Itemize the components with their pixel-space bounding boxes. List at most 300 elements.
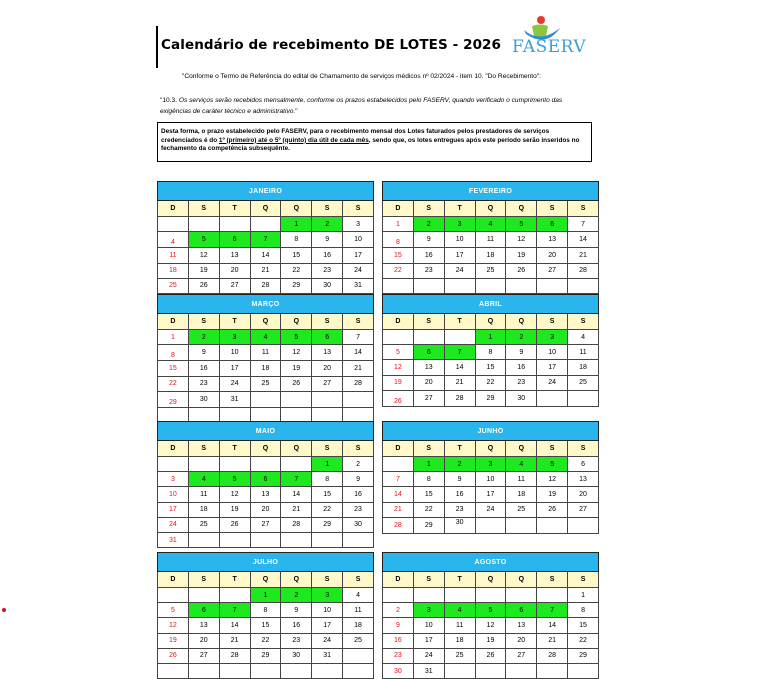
month-name: JUNHO [383, 422, 599, 441]
month-calendar [157, 294, 374, 423]
day-cell: 27 [219, 278, 250, 293]
day-cell: 23 [383, 648, 414, 663]
weekday-label: Q [281, 441, 312, 457]
empty-cell [250, 532, 281, 547]
day-cell: 13 [312, 345, 343, 361]
day-cell: 20 [219, 263, 250, 278]
empty-cell [383, 330, 414, 345]
notice-text-2: , sendo que, os lotes entregues após este período serão inseridos no fechamento da competência subsequênte. [161, 136, 580, 153]
weekday-label: Q [281, 572, 312, 588]
day-cell: 11 [475, 232, 506, 248]
day-cell: 12 [383, 360, 414, 375]
deadline-notice-box [157, 122, 592, 162]
day-cell: 20 [537, 248, 568, 263]
day-cell: 17 [219, 361, 250, 376]
notice-text-1: Desta forma, o prazo estabelecido pelo FASERV, para o recebimento mensal dos Lotes faturados pelos prestadores de serviços credenciados é do [161, 128, 550, 144]
day-cell: 23 [413, 263, 444, 278]
quote-suffix: " [295, 108, 298, 115]
weekday-label: Q [506, 201, 537, 217]
day-cell: 21 [281, 502, 312, 517]
day-cell: 17 [413, 633, 444, 648]
day-cell: 13 [506, 618, 537, 633]
page-title: Calendário de recebimento DE LOTES - 2026 [161, 37, 502, 53]
day-cell: 6 [188, 603, 219, 618]
day-cell: 10 [219, 345, 250, 361]
day-cell: 28 [537, 648, 568, 663]
weekday-label: Q [475, 314, 506, 330]
day-cell: 9 [444, 472, 475, 487]
day-cell: 5 [281, 330, 312, 345]
empty-cell [188, 217, 219, 232]
day-cell: 1 [568, 588, 599, 603]
day-cell: 7 [537, 603, 568, 618]
day-cell: 27 [413, 390, 444, 406]
day-cell: 2 [188, 330, 219, 345]
day-cell: 8 [383, 232, 414, 248]
day-cell: 1 [413, 457, 444, 472]
weekday-label: S [343, 314, 374, 330]
day-cell: 17 [444, 248, 475, 263]
day-cell: 16 [383, 633, 414, 648]
weekday-label: Q [506, 314, 537, 330]
day-cell: 9 [343, 472, 374, 487]
day-cell: 16 [506, 360, 537, 375]
day-cell: 24 [444, 263, 475, 278]
weekday-label: S [413, 572, 444, 588]
day-cell: 5 [158, 603, 189, 618]
weekday-label: Q [506, 572, 537, 588]
day-cell: 22 [281, 263, 312, 278]
day-cell: 19 [219, 502, 250, 517]
day-cell: 16 [188, 361, 219, 376]
day-cell: 26 [475, 648, 506, 663]
day-cell: 16 [413, 248, 444, 263]
day-cell: 19 [537, 487, 568, 502]
weekday-label: Q [475, 441, 506, 457]
day-cell: 8 [475, 345, 506, 360]
day-cell: 27 [312, 376, 343, 391]
weekday-label: D [383, 201, 414, 217]
weekday-label: S [188, 314, 219, 330]
empty-cell [281, 391, 312, 407]
weekday-label: S [568, 201, 599, 217]
day-cell: 18 [568, 360, 599, 375]
day-cell: 1 [158, 330, 189, 345]
day-cell: 6 [537, 217, 568, 232]
day-cell: 22 [312, 502, 343, 517]
empty-cell [158, 588, 189, 603]
day-cell: 15 [312, 487, 343, 502]
day-cell: 12 [506, 232, 537, 248]
empty-cell [343, 532, 374, 547]
day-cell: 22 [568, 633, 599, 648]
day-cell: 20 [506, 633, 537, 648]
weekday-label: D [383, 314, 414, 330]
day-cell: 29 [158, 391, 189, 407]
weekday-label: S [568, 441, 599, 457]
month-name: ABRIL [383, 295, 599, 314]
empty-cell [250, 457, 281, 472]
empty-cell [219, 457, 250, 472]
day-cell: 20 [413, 375, 444, 390]
month-name: AGOSTO [383, 553, 599, 572]
month-calendar [382, 294, 599, 407]
empty-cell [506, 588, 537, 603]
quote-text: Os serviços serão recebidos mensalmente, conforme os prazos estabelecidos pelo FASERV, quando verificado o cumprimento das exigências de caráter técnico e administrativo. [160, 97, 563, 115]
empty-cell [188, 532, 219, 547]
weekday-label: Q [475, 201, 506, 217]
day-cell: 26 [537, 502, 568, 517]
day-cell: 13 [219, 248, 250, 263]
day-cell: 19 [281, 361, 312, 376]
day-cell: 29 [250, 648, 281, 663]
day-cell: 20 [188, 633, 219, 648]
day-cell: 11 [568, 345, 599, 360]
weekday-label: T [219, 201, 250, 217]
notice-deadline-underlined: 1º (primeiro) até o 5º (quinto) dia útil de cada mês [218, 136, 369, 144]
day-cell: 21 [250, 263, 281, 278]
day-cell: 2 [506, 330, 537, 345]
month-calendar [382, 421, 599, 534]
day-cell: 19 [383, 375, 414, 390]
day-cell: 3 [413, 603, 444, 618]
day-cell: 21 [444, 375, 475, 390]
empty-cell [537, 517, 568, 533]
day-cell: 26 [219, 517, 250, 532]
page-marker-dot [2, 608, 6, 612]
day-cell: 15 [158, 361, 189, 376]
day-cell: 25 [250, 376, 281, 391]
day-cell: 4 [188, 472, 219, 487]
day-cell: 20 [568, 487, 599, 502]
month-calendar [382, 181, 599, 294]
day-cell: 17 [475, 487, 506, 502]
day-cell: 29 [475, 390, 506, 406]
day-cell: 18 [250, 361, 281, 376]
day-cell: 23 [281, 633, 312, 648]
day-cell: 11 [343, 603, 374, 618]
month-calendar [382, 552, 599, 679]
day-cell: 30 [188, 391, 219, 407]
weekday-label: Q [250, 441, 281, 457]
day-cell: 11 [506, 472, 537, 487]
day-cell: 29 [413, 517, 444, 533]
day-cell: 4 [475, 217, 506, 232]
empty-cell [312, 391, 343, 407]
day-cell: 11 [158, 248, 189, 263]
day-cell: 13 [537, 232, 568, 248]
day-cell: 26 [281, 376, 312, 391]
day-cell: 9 [312, 232, 343, 248]
day-cell: 22 [158, 376, 189, 391]
weekday-label: Q [250, 572, 281, 588]
day-cell: 15 [383, 248, 414, 263]
month-calendar [157, 421, 374, 548]
day-cell: 28 [568, 263, 599, 278]
month-name: FEVEREIRO [383, 182, 599, 201]
empty-cell [537, 390, 568, 406]
day-cell: 27 [506, 648, 537, 663]
day-cell: 9 [188, 345, 219, 361]
weekday-label: S [312, 441, 343, 457]
weekday-label: Q [475, 572, 506, 588]
empty-cell [158, 217, 189, 232]
weekday-label: D [158, 201, 189, 217]
day-cell: 9 [281, 603, 312, 618]
empty-cell [312, 663, 343, 678]
weekday-label: T [219, 441, 250, 457]
day-cell: 21 [343, 361, 374, 376]
day-cell: 25 [343, 633, 374, 648]
day-cell: 24 [158, 517, 189, 532]
day-cell: 14 [444, 360, 475, 375]
day-cell: 29 [281, 278, 312, 293]
weekday-label: S [568, 314, 599, 330]
day-cell: 12 [188, 248, 219, 263]
day-cell: 15 [250, 618, 281, 633]
weekday-label: Q [250, 314, 281, 330]
day-cell: 5 [475, 603, 506, 618]
day-cell: 23 [188, 376, 219, 391]
day-cell: 4 [568, 330, 599, 345]
month-name: MAIO [158, 422, 374, 441]
weekday-label: S [568, 572, 599, 588]
weekday-label: T [444, 201, 475, 217]
day-cell: 24 [343, 263, 374, 278]
weekday-label: S [413, 314, 444, 330]
empty-cell [281, 663, 312, 678]
day-cell: 6 [413, 345, 444, 360]
day-cell: 25 [475, 263, 506, 278]
weekday-label: T [444, 314, 475, 330]
day-cell: 12 [537, 472, 568, 487]
day-cell: 23 [343, 502, 374, 517]
day-cell: 21 [568, 248, 599, 263]
day-cell: 8 [250, 603, 281, 618]
month-name: JULHO [158, 553, 374, 572]
empty-cell [475, 278, 506, 293]
weekday-label: S [537, 314, 568, 330]
weekday-label: D [383, 572, 414, 588]
weekday-label: S [312, 201, 343, 217]
day-cell: 17 [312, 618, 343, 633]
day-cell: 18 [475, 248, 506, 263]
day-cell: 5 [188, 232, 219, 248]
empty-cell [444, 330, 475, 345]
empty-cell [219, 217, 250, 232]
day-cell: 3 [158, 472, 189, 487]
day-cell: 3 [219, 330, 250, 345]
empty-cell [188, 457, 219, 472]
day-cell: 6 [506, 603, 537, 618]
weekday-label: D [158, 572, 189, 588]
weekday-label: S [537, 441, 568, 457]
empty-cell [219, 588, 250, 603]
day-cell: 19 [158, 633, 189, 648]
empty-cell [219, 663, 250, 678]
day-cell: 25 [188, 517, 219, 532]
day-cell: 28 [444, 390, 475, 406]
day-cell: 8 [158, 345, 189, 361]
day-cell: 7 [343, 330, 374, 345]
day-cell: 14 [219, 618, 250, 633]
day-cell: 30 [383, 663, 414, 678]
day-cell: 14 [537, 618, 568, 633]
day-cell: 10 [475, 472, 506, 487]
day-cell: 5 [219, 472, 250, 487]
weekday-label: T [219, 572, 250, 588]
weekday-label: S [188, 572, 219, 588]
day-cell: 18 [444, 633, 475, 648]
empty-cell [444, 588, 475, 603]
weekday-label: S [537, 201, 568, 217]
day-cell: 13 [413, 360, 444, 375]
day-cell: 21 [219, 633, 250, 648]
weekday-label: Q [250, 201, 281, 217]
weekday-label: S [343, 201, 374, 217]
day-cell: 15 [413, 487, 444, 502]
day-cell: 31 [312, 648, 343, 663]
empty-cell [475, 588, 506, 603]
day-cell: 28 [343, 376, 374, 391]
day-cell: 3 [343, 217, 374, 232]
day-cell: 7 [250, 232, 281, 248]
day-cell: 14 [568, 232, 599, 248]
day-cell: 24 [413, 648, 444, 663]
weekday-label: D [383, 441, 414, 457]
day-cell: 20 [312, 361, 343, 376]
day-cell: 24 [219, 376, 250, 391]
day-cell: 25 [568, 375, 599, 390]
logo-text: FASERV [512, 37, 587, 57]
day-cell: 4 [158, 232, 189, 248]
day-cell: 15 [475, 360, 506, 375]
day-cell: 22 [475, 375, 506, 390]
day-cell: 10 [343, 232, 374, 248]
day-cell: 13 [568, 472, 599, 487]
day-cell: 23 [444, 502, 475, 517]
day-cell: 28 [250, 278, 281, 293]
empty-cell [444, 663, 475, 678]
day-cell: 29 [312, 517, 343, 532]
day-cell: 11 [444, 618, 475, 633]
day-cell: 6 [250, 472, 281, 487]
empty-cell [383, 588, 414, 603]
empty-cell [343, 391, 374, 407]
empty-cell [568, 278, 599, 293]
month-calendar [157, 181, 374, 309]
empty-cell [444, 278, 475, 293]
day-cell: 11 [250, 345, 281, 361]
empty-cell [413, 588, 444, 603]
day-cell: 16 [281, 618, 312, 633]
empty-cell [250, 663, 281, 678]
day-cell: 1 [312, 457, 343, 472]
day-cell: 14 [343, 345, 374, 361]
day-cell: 17 [537, 360, 568, 375]
day-cell: 8 [413, 472, 444, 487]
day-cell: 25 [444, 648, 475, 663]
day-cell: 28 [383, 517, 414, 533]
day-cell: 16 [312, 248, 343, 263]
weekday-label: T [444, 572, 475, 588]
day-cell: 3 [444, 217, 475, 232]
day-cell: 21 [537, 633, 568, 648]
weekday-label: S [537, 572, 568, 588]
empty-cell [568, 390, 599, 406]
empty-cell [281, 532, 312, 547]
day-cell: 14 [383, 487, 414, 502]
day-cell: 18 [188, 502, 219, 517]
day-cell: 3 [537, 330, 568, 345]
day-cell: 27 [188, 648, 219, 663]
day-cell: 2 [312, 217, 343, 232]
day-cell: 28 [219, 648, 250, 663]
day-cell: 9 [506, 345, 537, 360]
weekday-label: D [158, 314, 189, 330]
day-cell: 24 [312, 633, 343, 648]
day-cell: 14 [281, 487, 312, 502]
day-cell: 7 [383, 472, 414, 487]
day-cell: 1 [281, 217, 312, 232]
day-cell: 31 [343, 278, 374, 293]
weekday-label: Q [506, 441, 537, 457]
day-cell: 30 [444, 517, 475, 533]
empty-cell [383, 457, 414, 472]
day-cell: 10 [537, 345, 568, 360]
empty-cell [506, 278, 537, 293]
day-cell: 22 [413, 502, 444, 517]
weekday-label: Q [281, 201, 312, 217]
weekday-label: S [413, 441, 444, 457]
empty-cell [537, 588, 568, 603]
empty-cell [219, 532, 250, 547]
day-cell: 27 [568, 502, 599, 517]
day-cell: 2 [281, 588, 312, 603]
day-cell: 4 [343, 588, 374, 603]
day-cell: 26 [383, 390, 414, 406]
day-cell: 20 [250, 502, 281, 517]
weekday-label: T [444, 441, 475, 457]
day-cell: 10 [312, 603, 343, 618]
day-cell: 16 [343, 487, 374, 502]
empty-cell [188, 663, 219, 678]
month-calendar [157, 552, 374, 679]
day-cell: 12 [219, 487, 250, 502]
day-cell: 8 [312, 472, 343, 487]
day-cell: 6 [568, 457, 599, 472]
day-cell: 1 [250, 588, 281, 603]
weekday-label: S [343, 572, 374, 588]
day-cell: 16 [444, 487, 475, 502]
day-cell: 22 [383, 263, 414, 278]
day-cell: 24 [475, 502, 506, 517]
day-cell: 23 [312, 263, 343, 278]
day-cell: 15 [281, 248, 312, 263]
day-cell: 4 [506, 457, 537, 472]
day-cell: 15 [568, 618, 599, 633]
day-cell: 13 [188, 618, 219, 633]
weekday-label: T [219, 314, 250, 330]
day-cell: 7 [281, 472, 312, 487]
weekday-label: S [312, 572, 343, 588]
day-cell: 6 [312, 330, 343, 345]
day-cell: 10 [413, 618, 444, 633]
day-cell: 18 [506, 487, 537, 502]
day-cell: 2 [444, 457, 475, 472]
empty-cell [250, 217, 281, 232]
day-cell: 19 [475, 633, 506, 648]
